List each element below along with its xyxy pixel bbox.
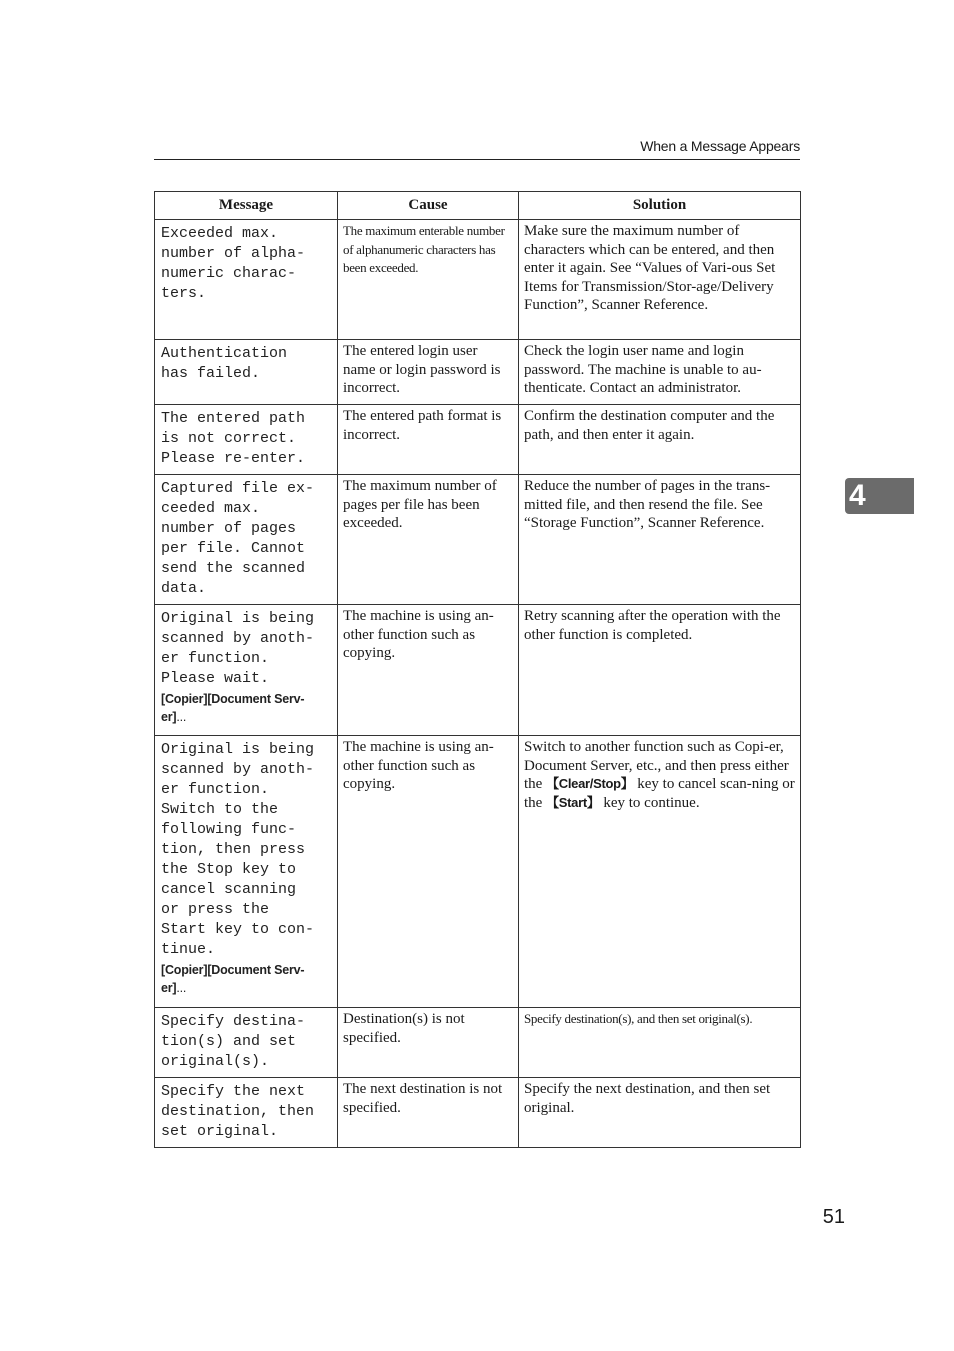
message-text: Original is being scanned by anoth- er function. Please wait. [161,610,315,687]
solution-cell: Retry scanning after the operation with the other function is completed. [519,605,801,736]
table-row [155,736,801,1008]
message-cell: The entered path is not correct. Please re-enter. [155,405,338,475]
cause-cell: The machine is using an-other function such as copying. [338,736,519,1008]
message-cell: Specify destina- tion(s) and set original(s). [155,1008,338,1078]
mode-note [161,690,332,726]
message-cell [155,605,338,736]
solution-cell: Make sure the maximum number of characters which can be entered, and then enter it again. See “Values of Vari-ous Set Items for Transmission/Stor-age/Delivery Function”, Scanner Reference. [519,220,801,340]
table-header-row [155,192,801,220]
message-cell: Authentication has failed. [155,340,338,405]
table-row [155,405,801,475]
solution-text: Switch to another function such as Copi-er, Document Server, etc., and then press either the [524,739,789,792]
table-row [155,1078,801,1148]
solution-cell: Specify the next destination, and then set original. [519,1078,801,1148]
table-row [155,605,801,736]
column-header-message: Message [155,192,338,220]
solution-cell: Confirm the destination computer and the path, and then enter it again. [519,405,801,475]
header-rule [154,159,800,160]
table-row [155,475,801,605]
message-table [154,191,801,1148]
message-cell: Specify the next destination, then set original. [155,1078,338,1148]
start-key: 【Start】 [546,794,600,810]
mode-note-ellipsis: ... [176,981,187,995]
chapter-tab: 4 [845,478,914,514]
mode-note-functions: [Copier][Document Serv- er] [161,692,305,724]
solution-cell [519,736,801,1008]
solution-text: key to cancel scan-ning or the [524,776,795,811]
solution-cell: Specify destination(s), and then set original(s). [519,1008,801,1078]
solution-cell: Check the login user name and login password. The machine is unable to au-thenticate. Contact an administrator. [519,340,801,405]
cause-cell: The next destination is not specified. [338,1078,519,1148]
page-number: 51 [822,1206,845,1228]
cause-cell: The maximum enterable number of alphanumeric characters has been exceeded. [338,220,519,340]
mode-note [161,961,332,997]
mode-note-ellipsis: ... [176,710,187,724]
cause-cell: Destination(s) is not specified. [338,1008,519,1078]
message-cell: Exceeded max. number of alpha- numeric charac- ters. [155,220,338,340]
cause-cell: The entered path format is incorrect. [338,405,519,475]
message-cell: Captured file ex- ceeded max. number of pages per file. Cannot send the scanned data. [155,475,338,605]
solution-text: key to continue. [599,794,700,811]
solution-cell: Reduce the number of pages in the trans-mitted file, and then resend the file. See “Storage Function”, Scanner Reference. [519,475,801,605]
running-header: When a Message Appears [640,138,800,154]
cause-cell: The machine is using an-other function such as copying. [338,605,519,736]
table-row [155,1008,801,1078]
message-cell [155,736,338,1008]
mode-note-functions: [Copier][Document Serv- er] [161,963,305,995]
cause-cell: The entered login user name or login password is incorrect. [338,340,519,405]
clear-stop-key: 【Clear/Stop】 [546,776,634,791]
column-header-solution: Solution [519,192,801,220]
table-row [155,220,801,340]
cause-cell: The maximum number of pages per file has been exceeded. [338,475,519,605]
column-header-cause: Cause [338,192,519,220]
table-row [155,340,801,405]
message-text: Original is being scanned by anoth- er function. Switch to the following func- tion, then press the Stop key to cancel scanning or press the Start key to con- tinue. [161,741,315,958]
